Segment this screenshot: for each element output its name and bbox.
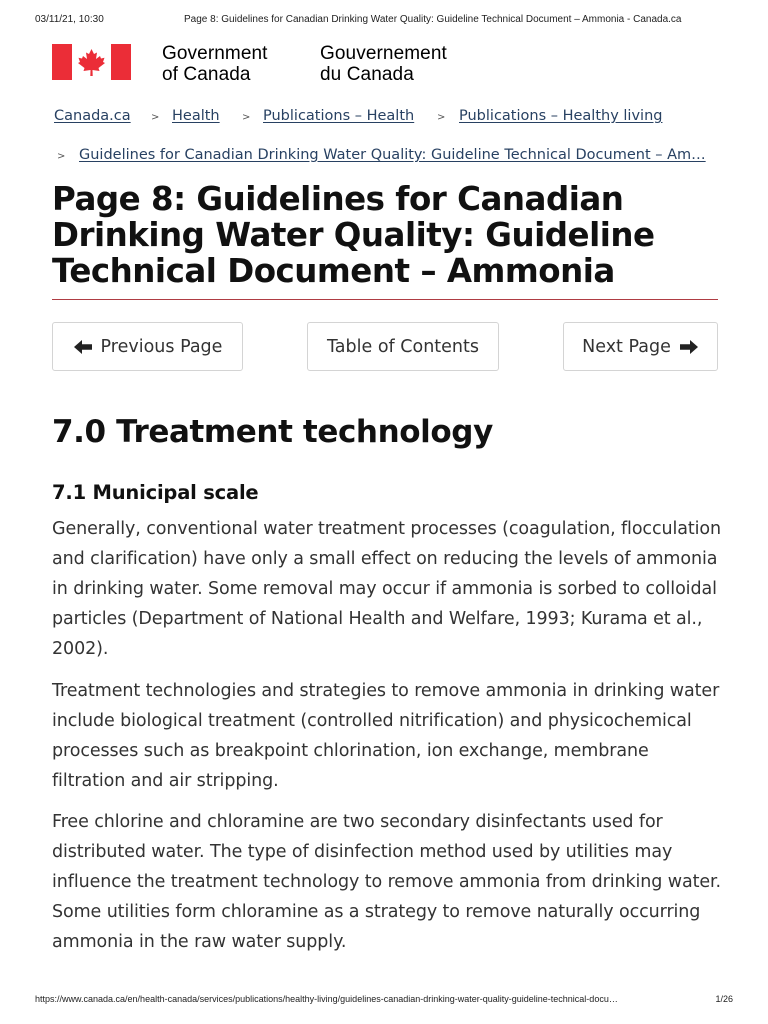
government-of-canada-signature[interactable]: [52, 43, 492, 83]
breadcrumb-separator: >: [151, 112, 160, 123]
print-document-title: Page 8: Guidelines for Canadian Drinking Water Quality: Guideline Technical Document – Ammonia - Canada.ca: [184, 14, 682, 25]
next-page-button[interactable]: [563, 322, 718, 371]
next-page-label: Next Page: [582, 336, 671, 357]
breadcrumb-link-publications-health[interactable]: Publications – Health: [263, 108, 415, 124]
previous-page-label: Previous Page: [100, 336, 223, 357]
paragraph: Free chlorine and chloramine are two secondary disinfectants used for distributed water. The type of disinfection method used by utilities may influence the treatment technology to remove ammonia from drinking water. Some utilities form chloramine as a strategy to remove naturally occurring ammonia in the raw water supply.: [52, 812, 721, 952]
print-footer: [35, 994, 733, 1008]
breadcrumb-separator: >: [437, 112, 446, 123]
print-header: [35, 14, 733, 28]
title-divider: [52, 299, 718, 300]
print-url: https://www.canada.ca/en/health-canada/services/publications/healthy-living/guidelines-canadian-drinking-water-quality-guideline-technical-docu…: [35, 994, 618, 1004]
wordmark-fr-line1: Gouvernement: [320, 43, 447, 64]
breadcrumb-link-health[interactable]: Health: [172, 108, 220, 124]
subsection-heading: 7.1 Municipal scale: [52, 481, 259, 504]
wordmark-en-line2: of Canada: [162, 64, 251, 85]
paragraph: Treatment technologies and strategies to remove ammonia in drinking water include biological treatment (controlled nitrification) and physicochemical processes such as breakpoint chlorination, ion exchange, membrane filtration and air stripping.: [52, 681, 720, 791]
arrow-right-icon: [679, 339, 699, 355]
breadcrumb-separator: >: [57, 151, 66, 162]
breadcrumb-link-guidelines[interactable]: Guidelines for Canadian Drinking Water Quality: Guideline Technical Document – Am…: [79, 147, 706, 163]
government-of-canada-wordmark: [162, 43, 268, 85]
breadcrumb-separator: >: [242, 112, 251, 123]
breadcrumb-link-publications-healthy-living[interactable]: Publications – Healthy living: [459, 108, 663, 124]
canada-flag-icon: [52, 44, 131, 80]
arrow-left-icon: [73, 339, 93, 355]
wordmark-en-line1: Government: [162, 43, 268, 64]
wordmark-fr-line2: du Canada: [320, 64, 414, 85]
gouvernement-du-canada-wordmark: [320, 43, 447, 85]
paragraph: Generally, conventional water treatment processes (coagulation, flocculation and clarification) have only a small effect on reducing the levels of ammonia in drinking water. Some removal may occur if ammonia is sorbed to colloidal particles (Department of National Health and Welfare, 1993; Kurama et al., 2002).: [52, 519, 721, 659]
breadcrumb-link-canada-ca[interactable]: Canada.ca: [54, 108, 131, 124]
section-heading: 7.0 Treatment technology: [52, 414, 493, 450]
print-date: 03/11/21, 10:30: [35, 14, 104, 25]
print-page-number: 1/26: [715, 994, 733, 1004]
table-of-contents-label: Table of Contents: [327, 336, 479, 357]
page-title: Page 8: Guidelines for Canadian Drinking Water Quality: Guideline Technical Document – Ammonia: [52, 180, 655, 290]
previous-page-button[interactable]: [52, 322, 243, 371]
table-of-contents-button[interactable]: [307, 322, 499, 371]
